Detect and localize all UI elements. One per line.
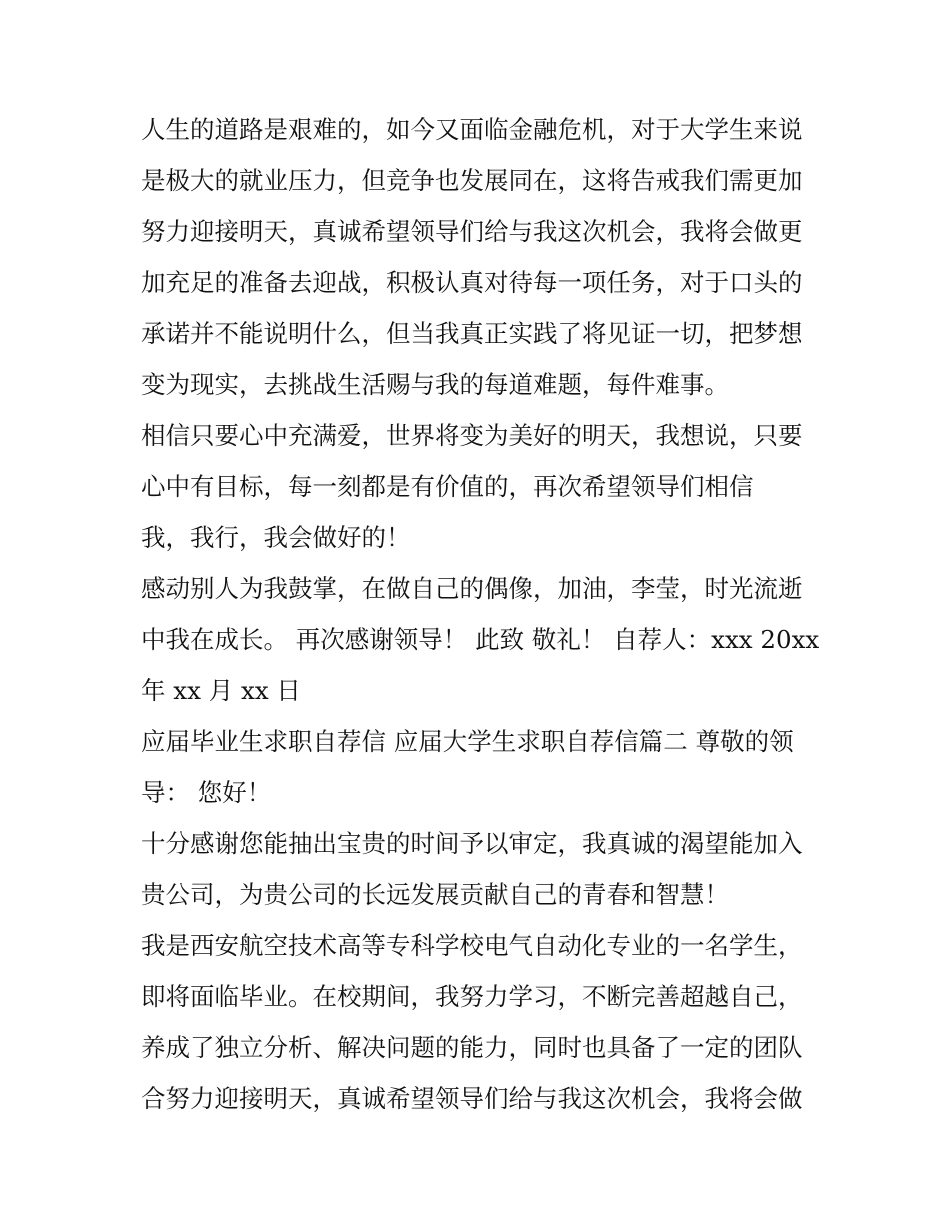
document-body — [141, 104, 821, 1124]
text-line: 我，我行，我会做好的！ — [141, 523, 411, 552]
text-line: 贵公司，为贵公司的长远发展贡献自己的青春和智慧！ — [141, 880, 729, 909]
text-line: 我是西安航空技术高等专科学校电气自动化专业的一名学生， — [141, 931, 803, 960]
text-line: 承诺并不能说明什么，但当我真正实践了将见证一切，把梦想 — [141, 319, 803, 348]
text-line: 心中有目标，每一刻都是有价值的，再次希望领导们相信 — [141, 472, 754, 501]
text-line: 相信只要心中充满爱，世界将变为美好的明天，我想说，只要 — [141, 421, 803, 450]
text-line: 变为现实，去挑战生活赐与我的每道难题，每件难事。 — [141, 370, 729, 399]
text-line: 是极大的就业压力，但竞争也发展同在，这将告戒我们需更加 — [141, 166, 803, 195]
text-line: 应届毕业生求职自荐信 应届大学生求职自荐信篇二 尊敬的领 — [141, 727, 794, 756]
text-line: 合努力迎接明天，真诚希望领导们给与我这次机会，我将会做 — [141, 1084, 803, 1113]
text-line: 十分感谢您能抽出宝贵的时间予以审定，我真诚的渴望能加入 — [141, 829, 803, 858]
text-line: 导： 您好！ — [141, 778, 272, 807]
text-line: 努力迎接明天，真诚希望领导们给与我这次机会，我将会做更 — [141, 217, 803, 246]
text-line: 即将面临毕业。在校期间，我努力学习，不断完善超越自己， — [141, 982, 803, 1011]
text-line: 中我在成长。 再次感谢领导！ 此致 敬礼！ 自荐人：xxx 20xx — [141, 625, 820, 654]
text-line: 养成了独立分析、解决问题的能力，同时也具备了一定的团队 — [141, 1033, 803, 1062]
text-line: 年 xx 月 xx 日 — [141, 676, 301, 705]
text-line: 感动别人为我鼓掌，在做自己的偶像，加油，李莹，时光流逝 — [141, 574, 803, 603]
text-line: 加充足的准备去迎战，积极认真对待每一项任务，对于口头的 — [141, 268, 803, 297]
text-line: 人生的道路是艰难的，如今又面临金融危机，对于大学生来说 — [141, 115, 803, 144]
